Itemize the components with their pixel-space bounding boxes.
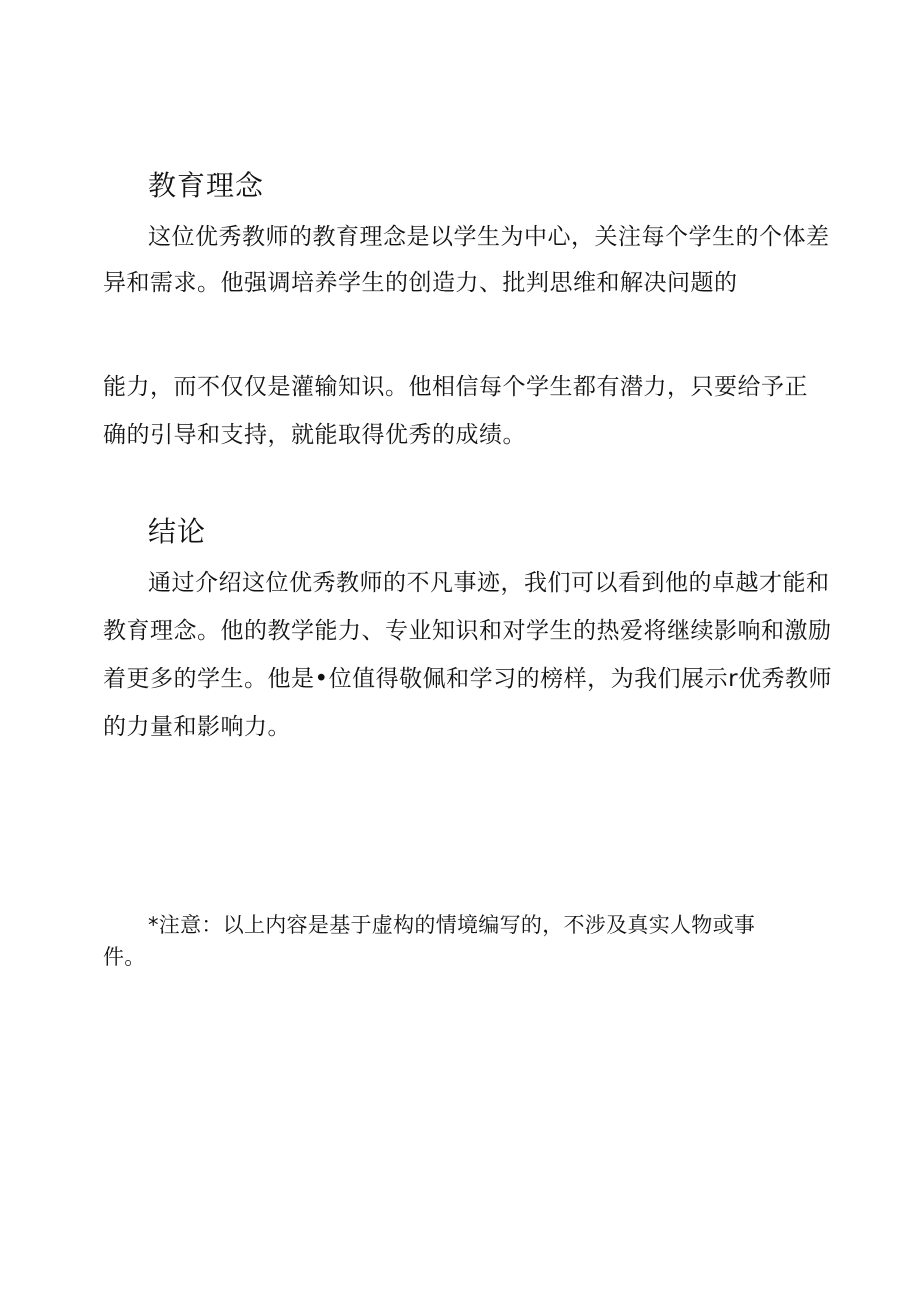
paragraph-line: 异和需求。他强调培养学生的创造力、批判思维和解决问题的 [103,270,738,296]
paragraph-line: 能力，而不仅仅是灌输知识。他相信每个学生都有潜力，只要给予正 [103,374,808,400]
paragraph-line: 这位优秀教师的教育理念是以学生为中心，关注每个学生的个体差 [148,224,830,250]
section-heading-philosophy: 教育理念 [148,169,265,202]
paragraph-line: 着更多的学生。他是•位值得敬佩和学习的榜样，为我们展示r优秀教师 [103,666,833,692]
paragraph-line: 的力量和影响力。 [103,714,291,740]
paragraph-line: 确的引导和支持，就能取得优秀的成绩。 [103,422,526,448]
disclaimer-note: 件。 [103,945,146,969]
section-heading-conclusion: 结论 [148,515,207,548]
paragraph-line: 通过介绍这位优秀教师的不凡事迹，我们可以看到他的卓越才能和 [148,570,830,596]
paragraph-line: 教育理念。他的教学能力、专业知识和对学生的热爱将继续影响和激励 [103,618,832,644]
disclaimer-note: *注意：以上内容是基于虚构的情境编写的，不涉及真实人物或事 [148,913,756,937]
